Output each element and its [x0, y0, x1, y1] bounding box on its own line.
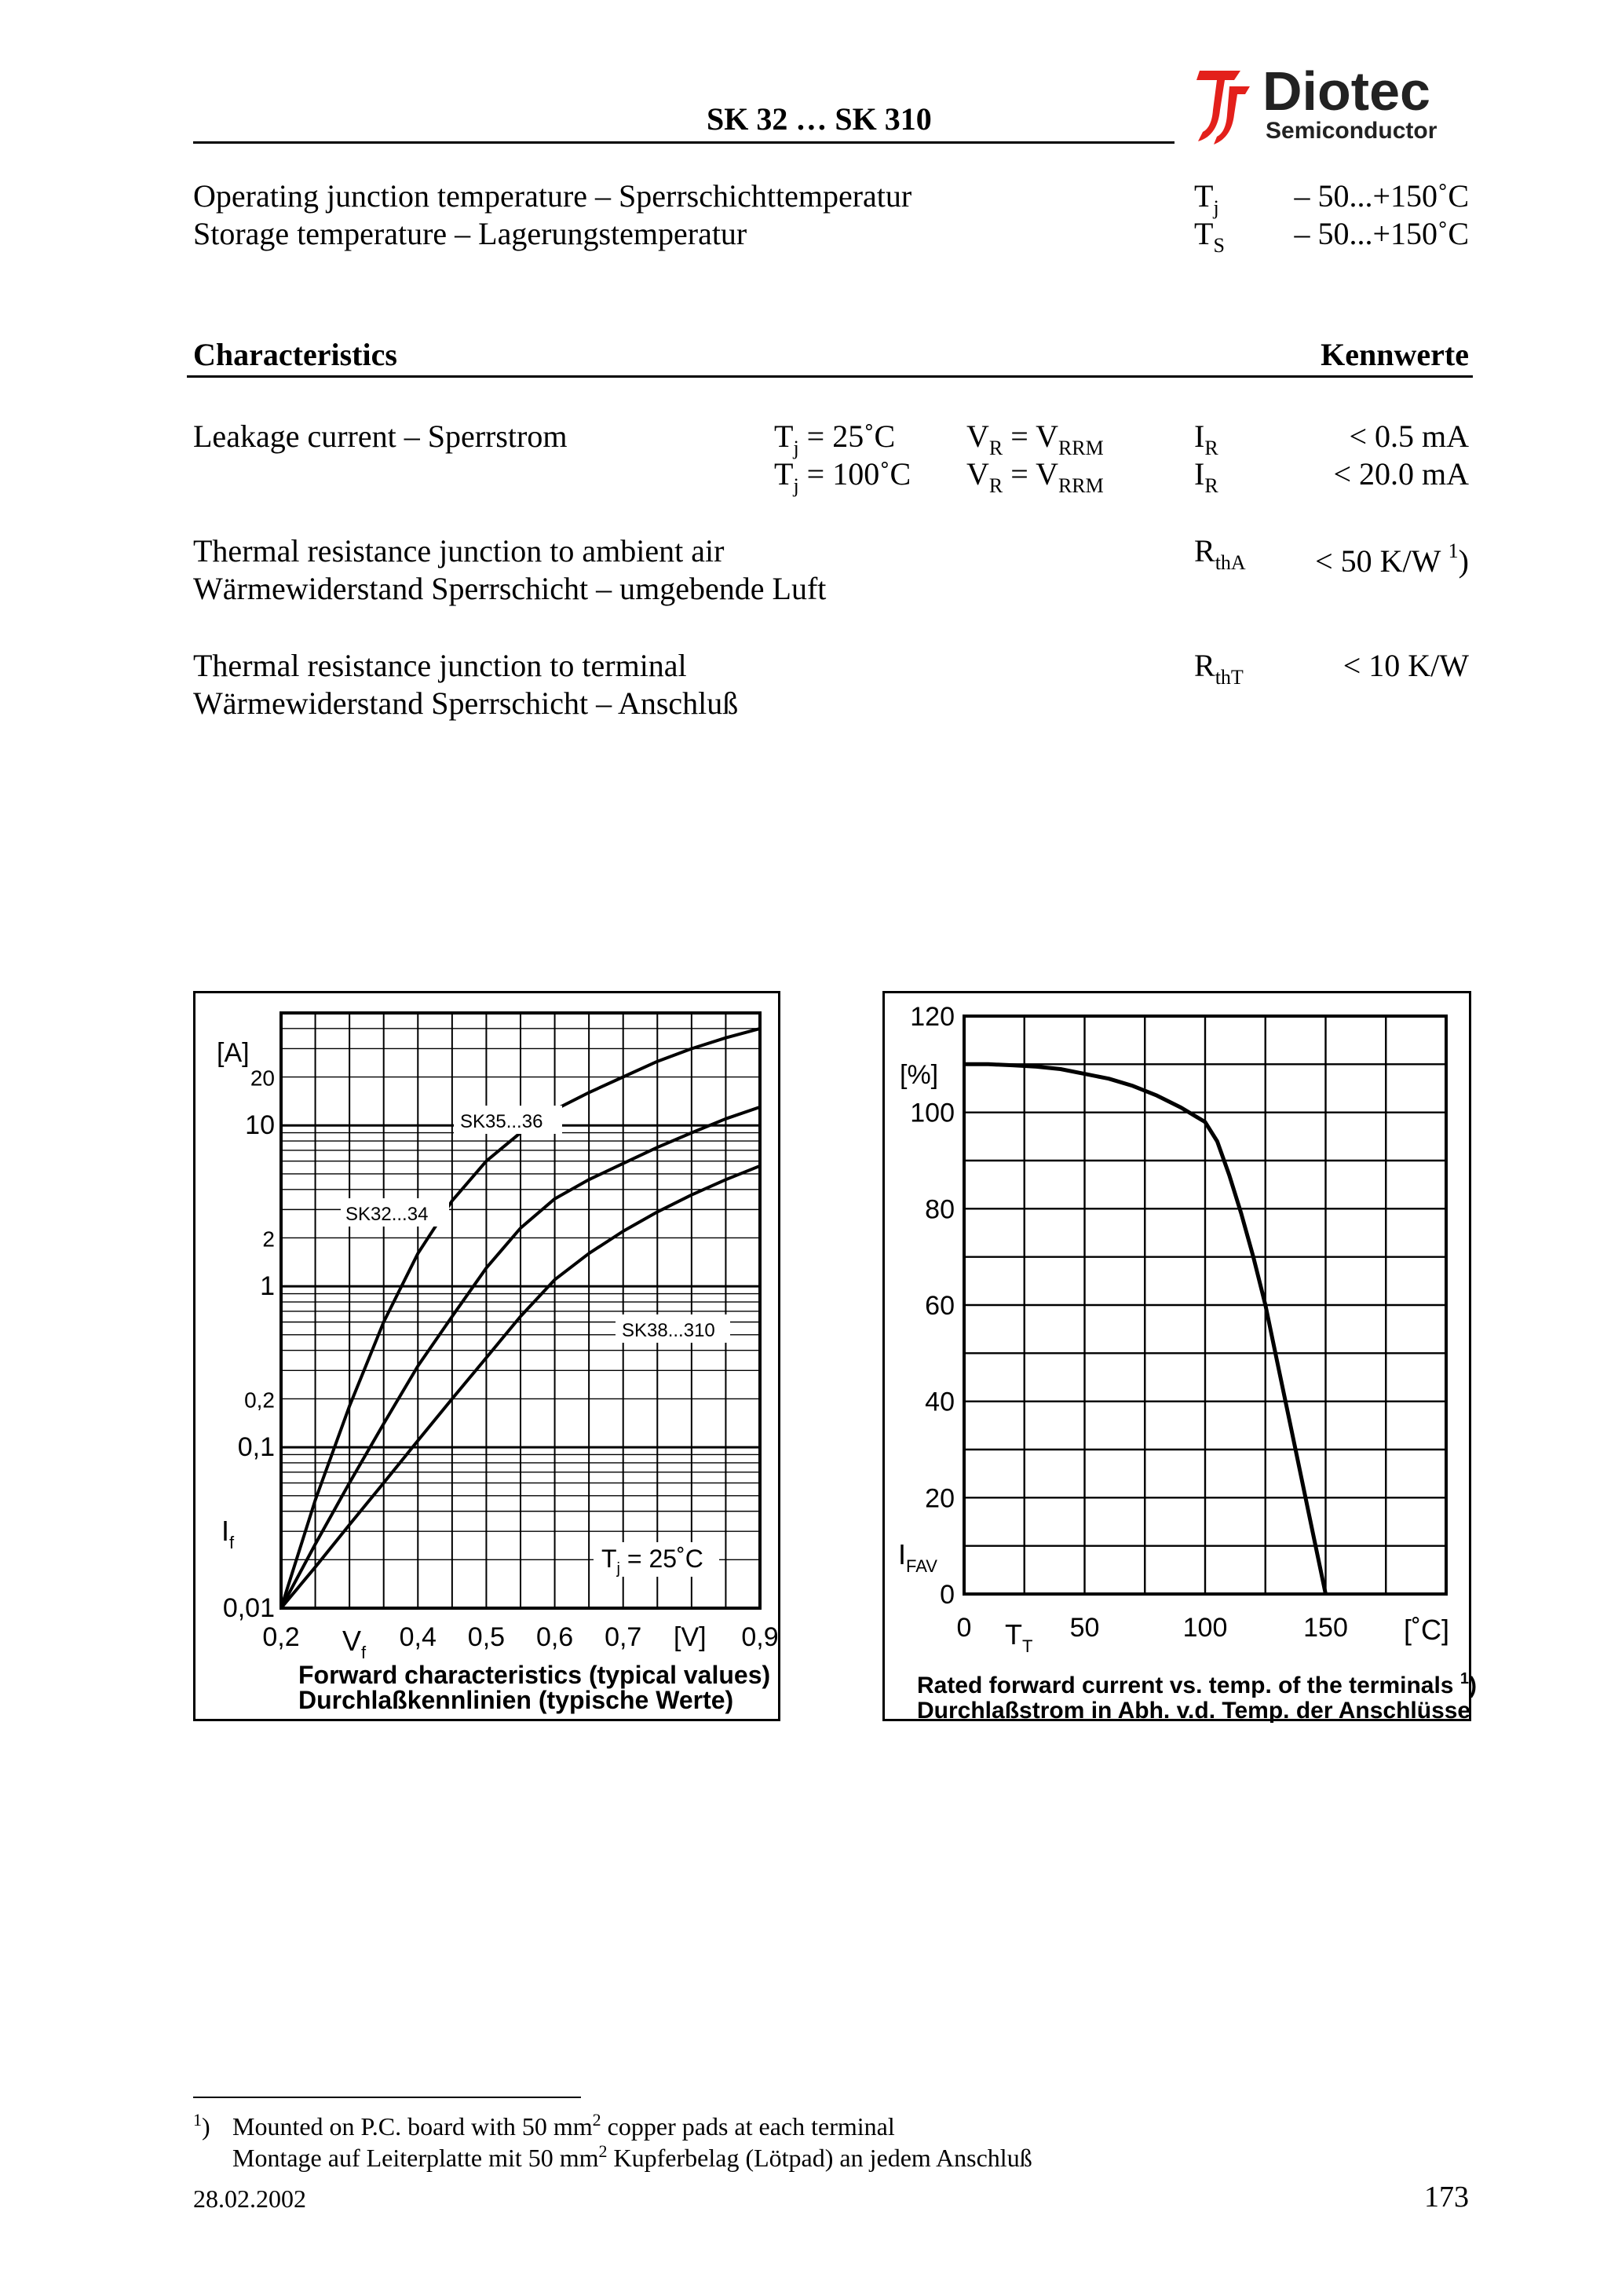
rtht-block [193, 647, 1469, 726]
leakage-block [193, 418, 1469, 496]
rtht-label-en: Thermal resistance junction to terminal [193, 648, 687, 683]
chart-caption-en: Forward characteristics (typical values) [298, 1661, 771, 1689]
forward-characteristics-chart [193, 991, 780, 1721]
x-tick-label: 100 [1182, 1613, 1228, 1643]
series-label-sk32-34 [341, 1198, 449, 1227]
y-axis-label: $I_{FAV}$ [898, 1538, 937, 1576]
footnote-rule [193, 2097, 581, 2098]
brand-name: Diotec [1262, 60, 1430, 122]
y-tick-label: 120 [910, 1002, 955, 1032]
footer-date: 28.02.2002 [193, 2184, 306, 2213]
x-tick-label: 0,4 [399, 1622, 437, 1652]
svg-text:Tj = 25˚C: $T_j$ = 25˚C [601, 1545, 703, 1578]
kennwerte-heading: Kennwerte [1321, 337, 1469, 372]
leakage-label: Leakage current – Sperrstrom [193, 419, 568, 454]
footnote-mark: $^1$) [193, 2110, 210, 2141]
x-tick-label: 0 [956, 1613, 972, 1643]
y-tick-label: 10 [245, 1110, 275, 1141]
series-label-sk35-36 [454, 1106, 562, 1134]
series-name: SK32...34 [345, 1204, 429, 1225]
rtht-value: < 10 K/W [1343, 648, 1469, 683]
rated-current-chart [882, 991, 1477, 1724]
rtha-block [193, 532, 1469, 611]
footnote-line-de: Montage auf Leiterplatte mit 50 $mm^2$ Kupferbelag (Lötpad) an jedem Anschluß [232, 2141, 1032, 2172]
x-tick-label: 0,9 [741, 1622, 779, 1652]
temperature-annotation [594, 1542, 719, 1578]
header-rule [193, 141, 1174, 144]
y-tick-label: 20 [250, 1066, 275, 1091]
y-tick-label: 60 [925, 1291, 955, 1321]
temp-value: – 50...+150˚C [1294, 178, 1469, 214]
y-axis-label: $I_f$ [221, 1515, 235, 1552]
x-tick-label: 0,2 [262, 1622, 300, 1652]
rtht-label-de: Wärmewiderstand Sperrschicht – Anschluß [193, 686, 739, 721]
chart-caption-de: Durchlaßkennlinien (typische Werte) [298, 1686, 734, 1714]
leakage-condition-tj: $T_j$ = 100˚C [774, 456, 911, 497]
y-tick-label: 20 [925, 1483, 955, 1514]
x-tick-label: 0,7 [605, 1622, 642, 1652]
x-tick-label: 0,5 [467, 1622, 506, 1652]
leakage-symbol: $I_R$ [1194, 419, 1218, 459]
y-tick-label: 80 [925, 1194, 955, 1225]
page-number: 173 [1424, 2181, 1469, 2214]
rtha-symbol: $R_{thA}$ [1194, 533, 1246, 574]
x-tick-label: 50 [1069, 1613, 1100, 1643]
brand-subtitle: Semiconductor [1266, 118, 1438, 144]
rtha-label-en: Thermal resistance junction to ambient air [193, 533, 725, 569]
y-unit-label: [A] [217, 1038, 250, 1068]
document-title: SK 32 … SK 310 [707, 101, 932, 137]
footnote-line-en: Mounted on P.C. board with 50 $mm^2$ copper pads at each terminal [232, 2110, 895, 2141]
leakage-condition-vr: $V_R = V_{RRM}$ [966, 419, 1104, 459]
y-tick-label: 0,01 [222, 1593, 275, 1623]
temp-label: Operating junction temperature – Sperrschichttemperatur [193, 178, 912, 214]
x-axis-label: $T_T$ [1005, 1618, 1033, 1656]
y-tick-label: 0,1 [237, 1432, 275, 1463]
y-tick-label: 0 [940, 1580, 955, 1610]
y-tick-label: 0,2 [244, 1387, 275, 1413]
leakage-value: < 20.0 mA [1333, 456, 1469, 492]
series-label-sk38-310 [616, 1314, 730, 1343]
temp-row-operating [193, 177, 1469, 219]
leakage-symbol: $I_R$ [1194, 456, 1218, 497]
chart-frame [884, 993, 1470, 1720]
temp-label: Storage temperature – Lagerungstemperatur [193, 216, 747, 251]
rtha-label-de: Wärmewiderstand Sperrschicht – umgebende Luft [193, 571, 827, 606]
leakage-condition-tj: $T_j$ = 25˚C [774, 419, 896, 459]
x-unit-label: [˚C] [1404, 1614, 1449, 1646]
temp-symbol: $T_S$ [1194, 216, 1225, 257]
x-tick-label: 150 [1303, 1613, 1348, 1643]
characteristics-heading: Characteristics [193, 337, 397, 372]
rtht-symbol: $R_{thT}$ [1194, 648, 1244, 689]
diotec-logo-icon [1193, 63, 1256, 149]
temp-symbol: $T_j$ [1194, 178, 1219, 219]
diotec-logo [1193, 60, 1476, 149]
y-tick-label: 40 [925, 1387, 955, 1417]
chart-caption-en: Rated forward current vs. temp. of the terminals $^1$) [917, 1670, 1477, 1698]
series-name: SK38...310 [622, 1320, 715, 1341]
y-unit-label: [%] [900, 1060, 939, 1090]
x-unit-label: [V] [674, 1622, 707, 1652]
characteristics-rule [187, 375, 1473, 378]
y-tick-label: 100 [910, 1098, 955, 1128]
series-name: SK35...36 [460, 1111, 543, 1132]
leakage-condition-vr: $V_R = V_{RRM}$ [966, 456, 1104, 497]
chart-caption-de: Durchlaßstrom in Abh. v.d. Temp. der Anschlüsse [917, 1698, 1471, 1724]
y-tick-label: 2 [262, 1227, 275, 1252]
temp-value: – 50...+150˚C [1294, 216, 1469, 251]
leakage-value: < 0.5 mA [1349, 419, 1469, 454]
temp-row-storage [193, 215, 1469, 257]
x-axis-label: $V_f$ [342, 1625, 367, 1662]
x-tick-label: 0,6 [535, 1622, 574, 1652]
rtha-value: < 50 K/W $^1$) [1315, 539, 1469, 579]
y-tick-label: 1 [260, 1271, 275, 1302]
